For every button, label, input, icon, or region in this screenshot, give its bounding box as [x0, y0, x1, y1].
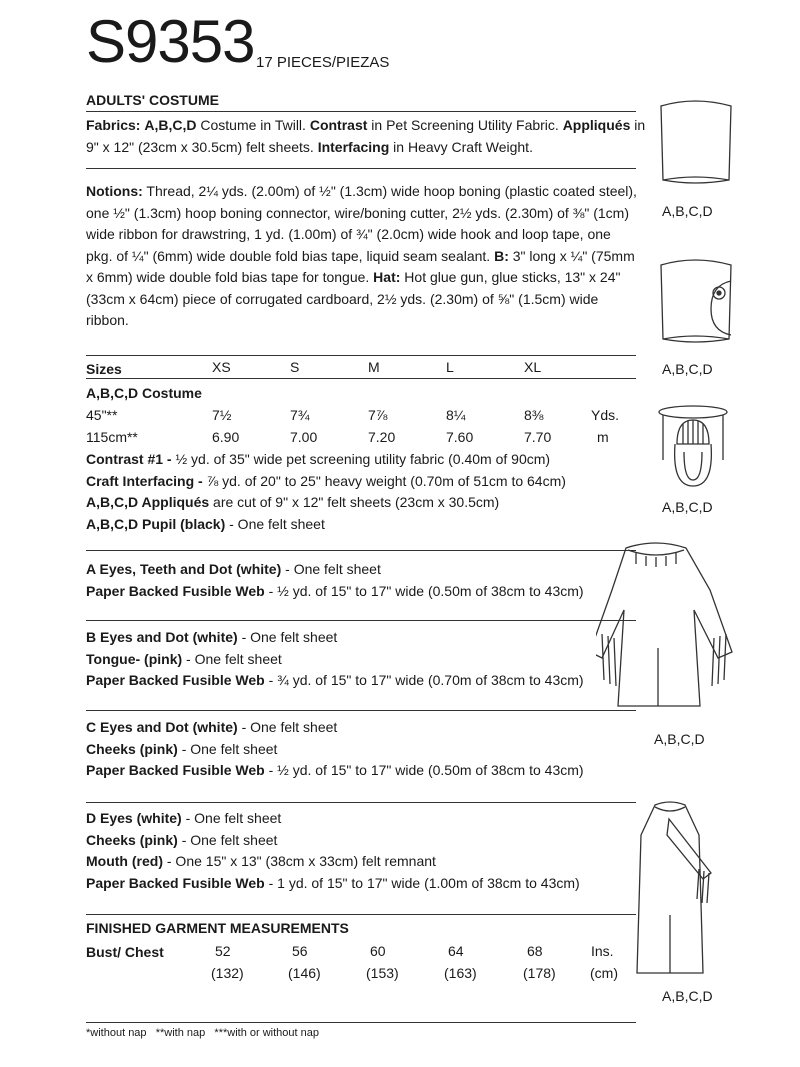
- divider: [86, 620, 636, 621]
- extra-materials: Contrast #1 - ½ yd. of 35" wide pet screening utility fabric (0.40m of 90cm) Craft Interfacing - ⅞ yd. of 20" to 25" heavy weight (0.70m of 51cm to 64cm) A,B,C,D Appliqués are cut of 9" x 12" felt sheets (23cm x 30.5cm) A,B,C,D Pupil (black) - One felt sheet: [86, 451, 566, 532]
- divider: [86, 355, 636, 356]
- section-c: C Eyes and Dot (white) - One felt sheet Cheeks (pink) - One felt sheet Paper Backed Fusible Web - ½ yd. of 15" to 17" wide (0.50m of 38cm to 43cm): [86, 719, 584, 778]
- unit-yds: Yds.: [591, 407, 620, 423]
- size-l: L: [446, 359, 454, 375]
- yardage-cell: 8⅜: [524, 407, 544, 423]
- measure-cell: 68: [527, 943, 543, 959]
- sizes-label: Sizes: [86, 361, 122, 377]
- hat-front-illustration: [645, 96, 745, 186]
- yardage-cell: 7.00: [290, 429, 318, 445]
- yardage-cell: 7.20: [368, 429, 396, 445]
- divider: [86, 168, 636, 169]
- fabrics-block: Fabrics: A,B,C,D Costume in Twill. Contrast in Pet Screening Utility Fabric. Appliqués in 9" x 12" (23cm x 30.5cm) felt sheets. Interfacing in Heavy Craft Weight.: [86, 117, 646, 155]
- bust-label: Bust/ Chest: [86, 944, 164, 960]
- hat-side-illustration: [645, 255, 745, 350]
- divider: [86, 550, 636, 551]
- size-m: M: [368, 359, 380, 375]
- measure-cell: (146): [288, 965, 321, 981]
- yardage-cell: 8¼: [446, 407, 466, 423]
- section-b: B Eyes and Dot (white) - One felt sheet Tongue- (pink) - One felt sheet Paper Backed Fusible Web - ¾ yd. of 15" to 17" wide (0.70m of 38cm to 43cm): [86, 629, 584, 688]
- finished-title: FINISHED GARMENT MEASUREMENTS: [86, 920, 349, 936]
- figure-label: A,B,C,D: [662, 988, 713, 1004]
- width-115: 115cm**: [86, 429, 138, 445]
- yardage-cell: 7¾: [290, 407, 310, 423]
- measure-cell: (132): [211, 965, 244, 981]
- yardage-cell: 7.60: [446, 429, 474, 445]
- measure-cell: 52: [215, 943, 231, 959]
- unit-m: m: [597, 429, 609, 445]
- measure-cell: (178): [523, 965, 556, 981]
- hoop-frame-illustration: [650, 400, 740, 492]
- unit-ins: Ins.: [591, 943, 614, 959]
- measure-cell: (153): [366, 965, 399, 981]
- measure-cell: 60: [370, 943, 386, 959]
- measure-cell: (163): [444, 965, 477, 981]
- costume-label: A,B,C,D Costume: [86, 385, 202, 401]
- costume-back-illustration: [615, 795, 725, 980]
- pattern-number: S9353: [86, 8, 255, 75]
- figure-label: A,B,C,D: [654, 731, 705, 747]
- divider: [86, 1022, 636, 1023]
- figure-label: A,B,C,D: [662, 499, 713, 515]
- measure-cell: 56: [292, 943, 308, 959]
- notions-block: Notions: Thread, 2¼ yds. (2.00m) of ½" (1.3cm) wide hoop boning (plastic coated steel), one ½" (1.3cm) hoop boning connector, wire/boning cutter, 2½ yds. (2.30m) of ⅜" (1cm) wide ribbon for drawstring, 1 yd. (1.00m) of ¾" (2.0cm) wide hook and loop tape, one pkg. of ¼" (6mm) wide double fold bias tape, liquid seam sealant. B: 3" long x ¼" (75mm x 6mm) wide double fold bias tape for tongue. Hat: Hot glue gun, glue sticks, 13" x 24" (33cm x 64cm) piece of corrugated cardboard, 2½ yds. (2.30m) of ⅝" (1.5cm) wide ribbon.: [86, 183, 637, 328]
- yardage-cell: 7½: [212, 407, 232, 423]
- costume-front-illustration: [596, 530, 736, 710]
- yardage-cell: 7.70: [524, 429, 552, 445]
- width-45: 45"**: [86, 407, 118, 423]
- divider: [86, 802, 636, 803]
- unit-cm: (cm): [590, 965, 618, 981]
- divider: [86, 710, 636, 711]
- section-d: D Eyes (white) - One felt sheet Cheeks (pink) - One felt sheet Mouth (red) - One 15" x 13" (38cm x 33cm) felt remnant Paper Backed Fusible Web - 1 yd. of 15" to 17" wide (1.00m of 38cm to 43cm): [86, 810, 580, 891]
- section-a: A Eyes, Teeth and Dot (white) - One felt sheet Paper Backed Fusible Web - ½ yd. of 15" to 17" wide (0.50m of 38cm to 43cm): [86, 561, 584, 599]
- divider: [86, 914, 636, 915]
- figure-label: A,B,C,D: [662, 203, 713, 219]
- footnote: *without nap **with nap ***with or without nap: [86, 1027, 319, 1039]
- costume-title: ADULTS' COSTUME: [86, 92, 219, 108]
- divider: [86, 111, 636, 112]
- figure-label: A,B,C,D: [662, 361, 713, 377]
- yardage-cell: 7⅞: [368, 407, 388, 423]
- divider: [86, 378, 636, 379]
- size-xs: XS: [212, 359, 231, 375]
- size-xl: XL: [524, 359, 542, 375]
- measure-cell: 64: [448, 943, 464, 959]
- yardage-cell: 6.90: [212, 429, 240, 445]
- size-s: S: [290, 359, 300, 375]
- pieces-count: 17 PIECES/PIEZAS: [256, 54, 390, 71]
